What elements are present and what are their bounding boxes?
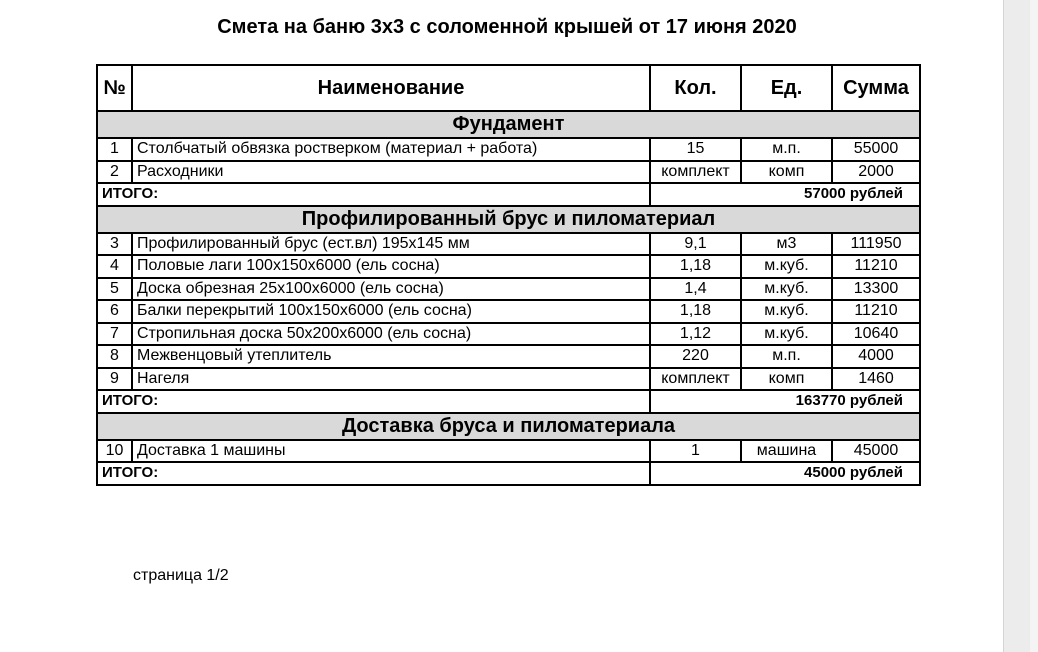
col-header-name: Наименование (132, 65, 650, 111)
row-qty: 1,4 (650, 278, 741, 301)
total-value: 163770 рублей (650, 390, 920, 413)
row-sum: 111950 (832, 233, 920, 256)
row-qty: 15 (650, 138, 741, 161)
row-sum: 1460 (832, 368, 920, 391)
total-value: 45000 рублей (650, 462, 920, 485)
row-num: 5 (97, 278, 132, 301)
row-unit: м.куб. (741, 300, 832, 323)
scrollbar[interactable] (1030, 0, 1038, 652)
row-num: 9 (97, 368, 132, 391)
table-row (97, 368, 920, 391)
row-num: 3 (97, 233, 132, 256)
table-row (97, 255, 920, 278)
row-sum: 13300 (832, 278, 920, 301)
row-unit: комп (741, 368, 832, 391)
section-heading: Фундамент (97, 111, 920, 138)
table-row (97, 323, 920, 346)
row-name: Балки перекрытий 100х150х6000 (ель сосна) (132, 300, 650, 323)
section-heading: Профилированный брус и пиломатериал (97, 206, 920, 233)
row-name: Нагеля (132, 368, 650, 391)
col-header-unit: Ед. (741, 65, 832, 111)
row-name: Профилированный брус (ест.вл) 195х145 мм (132, 233, 650, 256)
document-title: Смета на баню 3х3 с соломенной крышей от 17 июня 2020 (217, 16, 797, 38)
row-qty: комплект (650, 161, 741, 184)
row-sum: 45000 (832, 440, 920, 463)
row-qty: 1 (650, 440, 741, 463)
row-unit: м.куб. (741, 323, 832, 346)
table-row (97, 278, 920, 301)
col-header-qty: Кол. (650, 65, 741, 111)
row-num: 6 (97, 300, 132, 323)
row-sum: 2000 (832, 161, 920, 184)
table-row (97, 233, 920, 256)
table-header-row (97, 65, 920, 111)
row-qty: комплект (650, 368, 741, 391)
row-qty: 220 (650, 345, 741, 368)
table-row (97, 440, 920, 463)
table-row (97, 161, 920, 184)
row-sum: 55000 (832, 138, 920, 161)
row-num: 7 (97, 323, 132, 346)
total-value: 57000 рублей (650, 183, 920, 206)
table-row (97, 138, 920, 161)
total-label: ИТОГО: (97, 390, 650, 413)
row-unit: м3 (741, 233, 832, 256)
row-num: 2 (97, 161, 132, 184)
row-num: 10 (97, 440, 132, 463)
row-sum: 11210 (832, 300, 920, 323)
table-row (97, 345, 920, 368)
row-unit: м.п. (741, 138, 832, 161)
col-header-num: № (97, 65, 132, 111)
row-sum: 11210 (832, 255, 920, 278)
total-label: ИТОГО: (97, 462, 650, 485)
row-unit: комп (741, 161, 832, 184)
row-qty: 1,18 (650, 300, 741, 323)
section-heading: Доставка бруса и пиломатериала (97, 413, 920, 440)
col-header-sum: Сумма (832, 65, 920, 111)
row-name: Доска обрезная 25х100х6000 (ель сосна) (132, 278, 650, 301)
row-name: Расходники (132, 161, 650, 184)
page-number-label: страница 1/2 (133, 567, 229, 584)
row-sum: 10640 (832, 323, 920, 346)
table-row (97, 300, 920, 323)
row-name: Столбчатый обвязка ростверком (материал + работа) (132, 138, 650, 161)
row-name: Половые лаги 100х150х6000 (ель сосна) (132, 255, 650, 278)
row-name: Стропильная доска 50х200х6000 (ель сосна) (132, 323, 650, 346)
row-unit: м.п. (741, 345, 832, 368)
section-heading-row (97, 413, 920, 440)
estimate-table (96, 64, 921, 486)
section-total-row (97, 183, 920, 206)
viewer-side-panel (1003, 0, 1038, 652)
row-sum: 4000 (832, 345, 920, 368)
section-total-row (97, 462, 920, 485)
row-num: 8 (97, 345, 132, 368)
row-num: 4 (97, 255, 132, 278)
row-name: Межвенцовый утеплитель (132, 345, 650, 368)
row-name: Доставка 1 машины (132, 440, 650, 463)
total-label: ИТОГО: (97, 183, 650, 206)
row-unit: машина (741, 440, 832, 463)
row-num: 1 (97, 138, 132, 161)
section-heading-row (97, 111, 920, 138)
row-qty: 9,1 (650, 233, 741, 256)
row-unit: м.куб. (741, 278, 832, 301)
section-total-row (97, 390, 920, 413)
row-qty: 1,18 (650, 255, 741, 278)
section-heading-row (97, 206, 920, 233)
row-qty: 1,12 (650, 323, 741, 346)
row-unit: м.куб. (741, 255, 832, 278)
